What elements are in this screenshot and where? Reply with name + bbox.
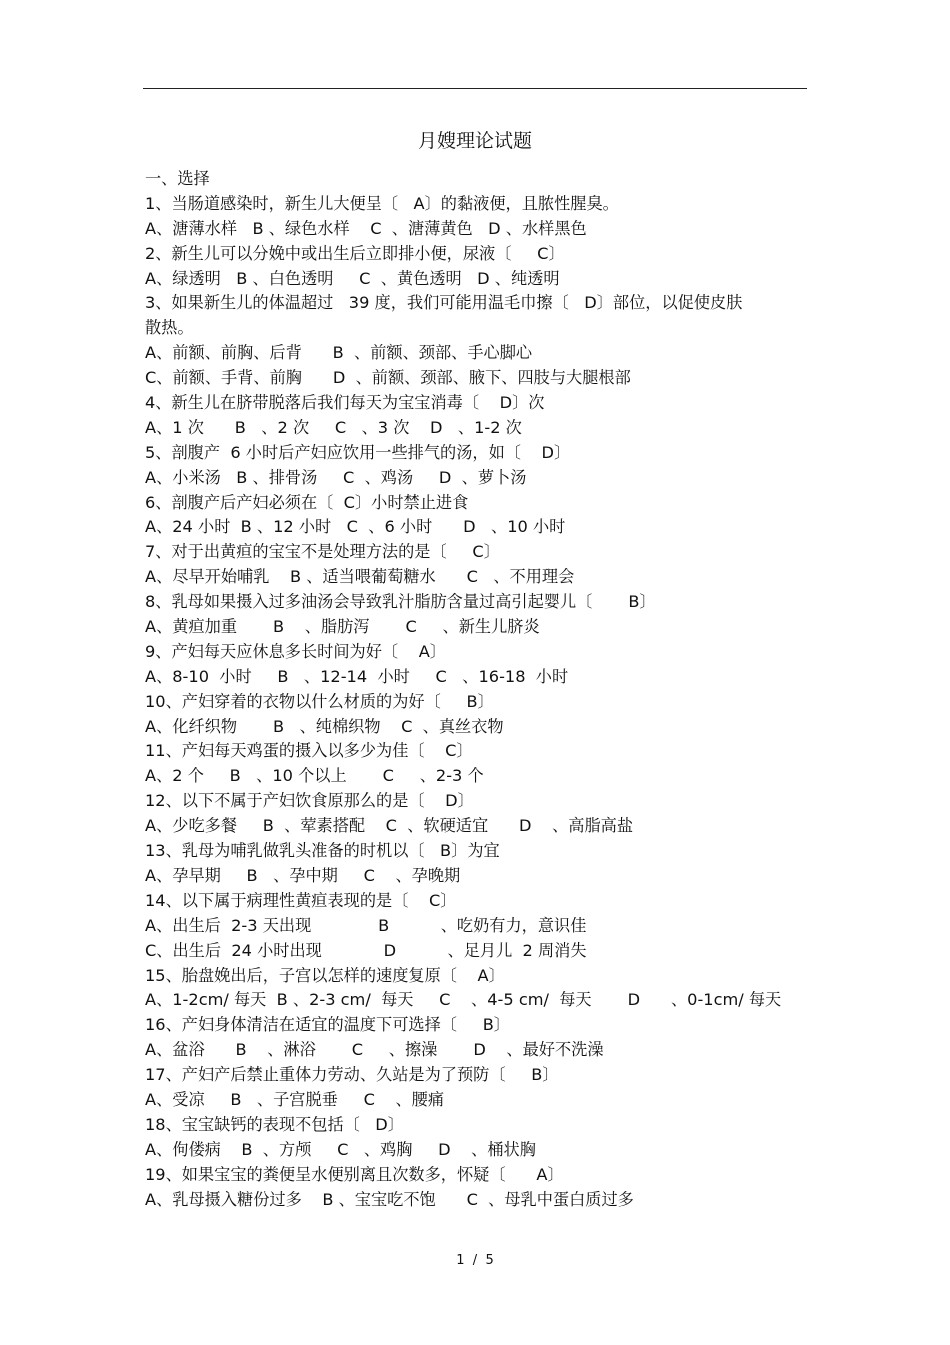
question-line: 12、以下不属于产妇饮食原那么的是〔 D〕 (145, 791, 474, 811)
question-line: 18、宝宝缺钙的表现不包括〔 D〕 (145, 1114, 404, 1134)
options-line: C、前额、手背、前胸 D 、前额、颈部、腋下、四肢与大腿根部 (145, 368, 631, 388)
options-line: A、黄疸加重 B 、脂肪泻 C 、新生儿脐炎 (145, 617, 540, 637)
options-line: A、乳母摄入糖份过多 B 、宝宝吃不饱 C 、母乳中蛋白质过多 (145, 1189, 634, 1209)
question-line: 14、以下属于病理性黄疸表现的是〔 C〕 (145, 890, 457, 910)
header-rule (143, 88, 807, 89)
options-line: A、8-10 小时 B 、12-14 小时 C 、16-18 小时 (145, 666, 569, 686)
options-line: A、佝偻病 B 、方颅 C 、鸡胸 D 、桶状胸 (145, 1139, 536, 1159)
question-line: 4、新生儿在脐带脱落后我们每天为宝宝消毒〔 D〕次 (145, 393, 545, 413)
question-line: 2、新生儿可以分娩中或出生后立即排小便，尿液〔 C〕 (145, 243, 565, 263)
options-line: A、1-2cm/ 每天 B 、2-3 cm/ 每天 C 、4-5 cm/ 每天 D 、0-1cm/ 每天 (145, 990, 782, 1010)
question-line: 15、胎盘娩出后，子宫以怎样的速度复原〔 A〕 (145, 965, 505, 985)
options-line: A、盆浴 B 、淋浴 C 、擦澡 D 、最好不洗澡 (145, 1040, 604, 1060)
section-heading: 一、选择 (145, 169, 210, 188)
question-line: 17、产妇产后禁止重体力劳动、久站是为了预防〔 B〕 (145, 1065, 559, 1085)
options-line: A、绿透明 B 、白色透明 C 、黄色透明 D 、纯透明 (145, 268, 560, 288)
options-line: A、前额、前胸、后背 B 、前额、颈部、手心脚心 (145, 343, 533, 363)
question-line: 5、剖腹产 6 小时后产妇应饮用一些排气的汤，如〔 D〕 (145, 442, 571, 462)
question-line: 3、如果新生儿的体温超过 39 度，我们可能用温毛巾擦〔 D〕部位，以促使皮肤 (145, 293, 743, 313)
question-line: 6、剖腹产后产妇必须在〔 C〕小时禁止进食 (145, 492, 469, 512)
options-line: A、溏薄水样 B 、绿色水样 C 、溏薄黄色 D 、水样黑色 (145, 218, 587, 238)
question-line: 19、如果宝宝的粪便呈水便别离且次数多，怀疑〔 A〕 (145, 1164, 564, 1184)
question-line: 8、乳母如果摄入过多油汤会导致乳汁脂肪含量过高引起婴儿〔 B〕 (145, 592, 656, 612)
question-line: 13、乳母为哺乳做乳头准备的时机以〔 B〕为宜 (145, 841, 500, 861)
options-line: A、小米汤 B 、排骨汤 C 、鸡汤 D 、萝卜汤 (145, 467, 527, 487)
question-line: 1、当肠道感染时，新生儿大便呈〔 A〕的黏液便，且脓性腥臭。 (145, 193, 619, 213)
options-line: C、出生后 24 小时出现 D 、足月儿 2 周消失 (145, 940, 587, 960)
options-line: A、尽早开始哺乳 B 、适当喂葡萄糖水 C 、不用理会 (145, 567, 575, 587)
question-line-continuation: 散热。 (145, 318, 194, 338)
question-line: 11、产妇每天鸡蛋的摄入以多少为佳〔 C〕 (145, 741, 473, 761)
question-line: 9、产妇每天应休息多长时间为好〔 A〕 (145, 641, 446, 661)
page-title: 月嫂理论试题 (417, 130, 532, 152)
options-line: A、1 次 B 、2 次 C 、3 次 D 、1-2 次 (145, 417, 522, 437)
options-line: A、孕早期 B 、孕中期 C 、孕晚期 (145, 865, 461, 885)
question-list (145, 167, 813, 1212)
options-line: A、出生后 2-3 天出现 B 、吃奶有力，意识佳 (145, 915, 587, 935)
options-line: A、受凉 B 、子宫脱垂 C 、腰痛 (145, 1089, 445, 1109)
options-line: A、少吃多餐 B 、荤素搭配 C 、软硬适宜 D 、高脂高盐 (145, 816, 634, 836)
options-line: A、化纤织物 B 、纯棉织物 C 、真丝衣物 (145, 716, 504, 736)
question-line: 10、产妇穿着的衣物以什么材质的为好〔 B〕 (145, 691, 494, 711)
question-line: 16、产妇身体清洁在适宜的温度下可选择〔 B〕 (145, 1015, 510, 1035)
question-line: 7、对于出黄疸的宝宝不是处理方法的是〔 C〕 (145, 542, 500, 562)
page-number: 1 / 5 (456, 1253, 494, 1268)
options-line: A、24 小时 B 、12 小时 C 、6 小时 D 、10 小时 (145, 517, 566, 537)
options-line: A、2 个 B 、10 个以上 C 、2-3 个 (145, 766, 484, 786)
